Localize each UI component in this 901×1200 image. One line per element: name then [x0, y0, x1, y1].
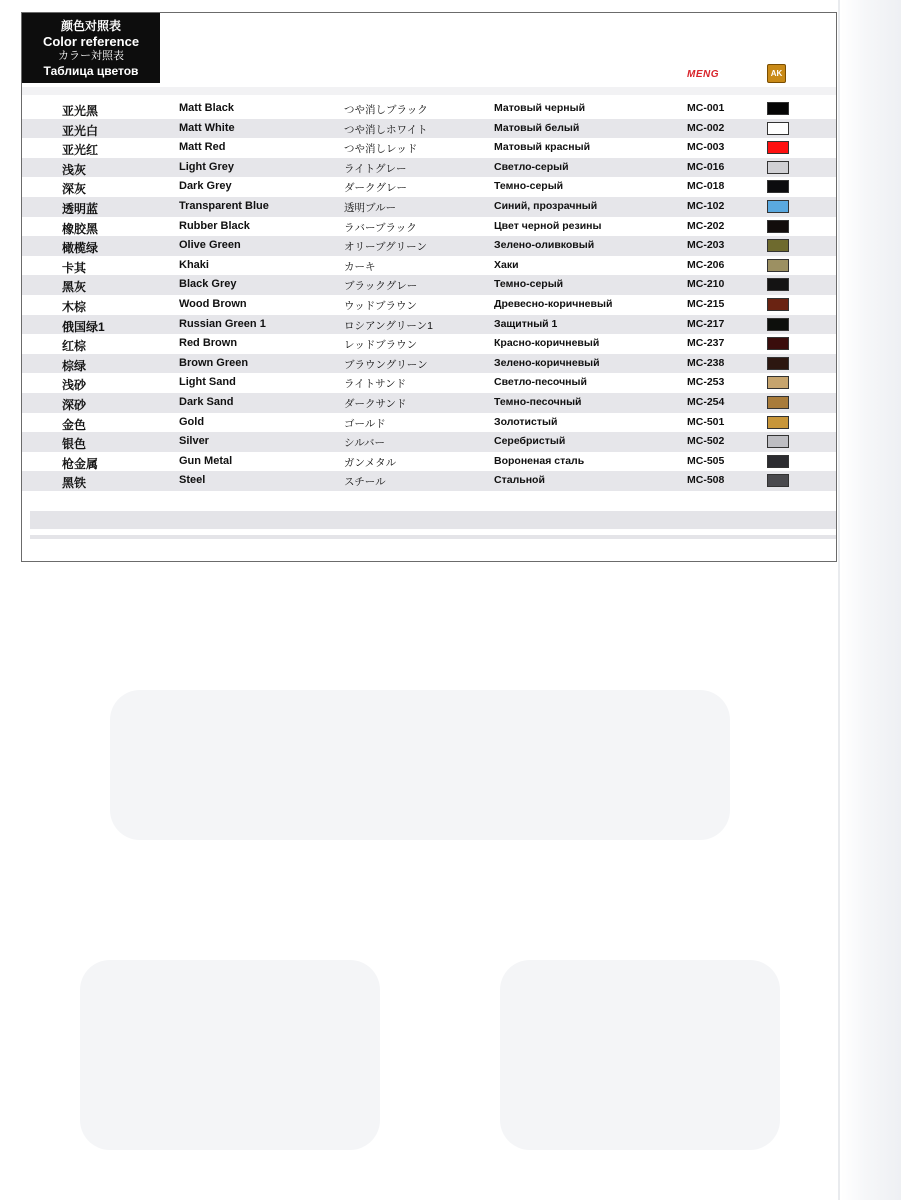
- table-row: [22, 236, 837, 256]
- meng-logo: MENG: [687, 69, 719, 80]
- color-name-jp: ライトグレー: [344, 162, 407, 175]
- color-name-en: Transparent Blue: [179, 199, 269, 212]
- color-name-cn: 橡胶黑: [62, 221, 99, 236]
- color-name-jp: ガンメタル: [344, 456, 397, 469]
- color-swatch: [767, 435, 789, 448]
- color-name-jp: つや消しレッド: [344, 143, 418, 156]
- color-name-jp: スチール: [344, 476, 386, 489]
- color-swatch: [767, 396, 789, 409]
- color-name-en: Gun Metal: [179, 454, 233, 467]
- color-name-cn: 深砂: [62, 397, 87, 412]
- color-name-en: Dark Sand: [179, 395, 234, 408]
- color-name-ru: Матовый красный: [494, 141, 591, 154]
- table-row: [22, 99, 837, 119]
- color-code: MC-001: [687, 102, 725, 114]
- page-fold-line: [838, 0, 840, 1200]
- color-name-en: Russian Green 1: [179, 317, 266, 330]
- color-name-en: Red Brown: [179, 337, 238, 350]
- header-title-jp: カラー対照表: [58, 50, 124, 62]
- table-row: [22, 197, 837, 217]
- color-code: MC-217: [687, 317, 725, 330]
- color-name-jp: つや消しホワイト: [344, 123, 428, 136]
- table-row: [22, 452, 837, 472]
- color-code: MC-215: [687, 297, 725, 310]
- color-name-jp: ブラウングリーン: [344, 358, 428, 371]
- color-reference-header: [22, 13, 160, 83]
- color-name-en: Khaki: [179, 258, 209, 271]
- table-row: [22, 315, 837, 335]
- color-name-en: Light Sand: [179, 376, 236, 389]
- color-swatch: [767, 278, 789, 291]
- table-row: [22, 119, 837, 139]
- color-name-jp: ダークグレー: [344, 182, 407, 195]
- color-name-ru: Древесно-коричневый: [494, 297, 613, 310]
- color-name-en: Silver: [179, 435, 209, 448]
- table-row: [22, 373, 837, 393]
- color-swatch: [767, 318, 789, 331]
- color-code: MC-238: [687, 356, 725, 369]
- color-name-en: Dark Grey: [179, 180, 232, 193]
- color-name-jp: ライトサンド: [344, 378, 407, 391]
- color-name-en: Matt Red: [179, 141, 226, 154]
- color-name-cn: 木棕: [62, 299, 87, 314]
- color-name-cn: 亚光白: [62, 123, 99, 138]
- color-name-ru: Синий, прозрачный: [494, 199, 598, 212]
- color-name-ru: Золотистый: [494, 415, 558, 428]
- color-name-ru: Защитный 1: [494, 317, 558, 330]
- color-swatch: [767, 455, 789, 468]
- color-swatch: [767, 161, 789, 174]
- table-row: [22, 275, 837, 295]
- color-name-en: Matt Black: [179, 102, 235, 114]
- color-name-en: Brown Green: [179, 356, 249, 369]
- color-code: MC-508: [687, 474, 725, 487]
- color-table: [22, 99, 837, 491]
- table-row: [22, 432, 837, 452]
- color-code: MC-502: [687, 435, 725, 448]
- ak-logo: AK: [767, 64, 786, 83]
- color-name-jp: ゴールド: [344, 417, 386, 430]
- color-name-ru: Цвет черной резины: [494, 219, 602, 232]
- color-code: MC-505: [687, 454, 725, 467]
- color-name-ru: Темно-серый: [494, 278, 564, 291]
- table-row: [22, 413, 837, 433]
- color-name-ru: Хаки: [494, 258, 519, 271]
- show-through-tank-top: [110, 690, 730, 840]
- table-row: [22, 177, 837, 197]
- color-name-cn: 金色: [62, 417, 87, 432]
- color-code: MC-206: [687, 258, 725, 271]
- color-name-cn: 亚光黑: [62, 104, 99, 118]
- color-swatch: [767, 122, 789, 135]
- color-swatch: [767, 102, 789, 115]
- table-row: [22, 471, 837, 491]
- color-name-cn: 黑灰: [62, 280, 87, 295]
- color-code: MC-002: [687, 121, 725, 134]
- color-name-ru: Зелено-коричневый: [494, 356, 600, 369]
- color-code: MC-203: [687, 239, 725, 252]
- color-swatch: [767, 259, 789, 272]
- color-name-en: Black Grey: [179, 278, 237, 291]
- color-code: MC-254: [687, 395, 725, 408]
- color-name-cn: 卡其: [62, 260, 87, 275]
- color-swatch: [767, 141, 789, 154]
- color-name-cn: 浅灰: [62, 162, 87, 177]
- header-title-cn: 颜色对照表: [60, 19, 121, 33]
- color-code: MC-253: [687, 376, 725, 389]
- color-swatch: [767, 376, 789, 389]
- table-row: [22, 217, 837, 237]
- color-name-cn: 银色: [62, 437, 87, 452]
- color-swatch: [767, 298, 789, 311]
- color-name-ru: Темно-серый: [494, 180, 564, 193]
- color-code: MC-016: [687, 160, 725, 173]
- color-name-ru: Красно-коричневый: [494, 337, 600, 350]
- color-name-cn: 红棕: [62, 339, 87, 354]
- color-code: MC-102: [687, 199, 725, 212]
- footer-line: [30, 535, 836, 539]
- table-row: [22, 138, 837, 158]
- color-name-ru: Стальной: [494, 474, 545, 487]
- table-row: [22, 393, 837, 413]
- color-name-jp: ウッドブラウン: [344, 299, 417, 312]
- color-swatch: [767, 337, 789, 350]
- color-name-jp: ロシアングリーン1: [344, 319, 433, 332]
- color-name-en: Wood Brown: [179, 297, 247, 310]
- color-name-jp: オリーブグリーン: [344, 241, 427, 254]
- color-code: MC-237: [687, 337, 725, 350]
- color-name-cn: 透明蓝: [62, 201, 99, 216]
- color-name-ru: Вороненая сталь: [494, 454, 585, 467]
- color-code: MC-202: [687, 219, 725, 232]
- color-name-jp: カーキ: [344, 260, 376, 273]
- color-name-cn: 浅砂: [62, 378, 87, 393]
- table-row: [22, 256, 837, 276]
- color-swatch: [767, 180, 789, 193]
- color-name-cn: 深灰: [62, 182, 87, 197]
- color-name-en: Gold: [179, 415, 205, 428]
- color-name-jp: ラバーブラック: [344, 221, 417, 234]
- page-edge-shadow: [841, 0, 901, 1200]
- color-name-en: Olive Green: [179, 239, 241, 252]
- color-name-ru: Зелено-оливковый: [494, 239, 595, 252]
- header-strip: [22, 87, 837, 95]
- show-through-tank-right: [500, 960, 780, 1150]
- header-title-ru: Таблица цветов: [43, 64, 139, 78]
- color-name-cn: 橄榄绿: [62, 241, 99, 256]
- color-code: MC-210: [687, 278, 725, 291]
- color-name-cn: 黑铁: [62, 476, 87, 491]
- color-code: MC-003: [687, 141, 725, 154]
- color-name-jp: レッドブラウン: [344, 339, 418, 352]
- color-name-cn: 棕绿: [62, 358, 87, 373]
- color-name-en: Matt White: [179, 121, 235, 134]
- color-name-en: Steel: [179, 474, 206, 487]
- color-name-ru: Серебристый: [494, 435, 566, 448]
- color-name-ru: Матовый белый: [494, 121, 580, 134]
- color-name-cn: 亚光红: [62, 143, 99, 158]
- color-name-ru: Светло-серый: [494, 160, 569, 173]
- header-title-en: Color reference: [42, 34, 140, 49]
- color-swatch: [767, 200, 789, 213]
- color-name-jp: 透明ブルー: [344, 201, 397, 214]
- color-name-ru: Светло-песочный: [494, 376, 587, 389]
- color-name-cn: 枪金属: [62, 456, 99, 471]
- footer-band: [30, 511, 836, 529]
- color-reference-card: [21, 12, 837, 562]
- color-name-cn: 俄国绿1: [62, 319, 105, 334]
- color-swatch: [767, 239, 789, 252]
- color-name-jp: ダークサンド: [344, 397, 407, 410]
- color-code: MC-018: [687, 180, 725, 193]
- table-row: [22, 354, 837, 374]
- color-code: MC-501: [687, 415, 725, 428]
- color-name-jp: つや消しブラック: [344, 104, 428, 116]
- color-name-jp: シルバー: [344, 437, 386, 450]
- color-swatch: [767, 220, 789, 233]
- table-row: [22, 158, 837, 178]
- color-swatch: [767, 474, 789, 487]
- color-name-jp: ブラックグレー: [344, 280, 418, 293]
- color-name-ru: Темно-песочный: [494, 395, 582, 408]
- color-name-en: Light Grey: [179, 160, 235, 173]
- table-row: [22, 334, 837, 354]
- color-swatch: [767, 357, 789, 370]
- color-name-en: Rubber Black: [179, 219, 250, 232]
- color-swatch: [767, 416, 789, 429]
- color-name-ru: Матовый черный: [494, 102, 586, 114]
- show-through-tank-left: [80, 960, 380, 1150]
- table-row: [22, 295, 837, 315]
